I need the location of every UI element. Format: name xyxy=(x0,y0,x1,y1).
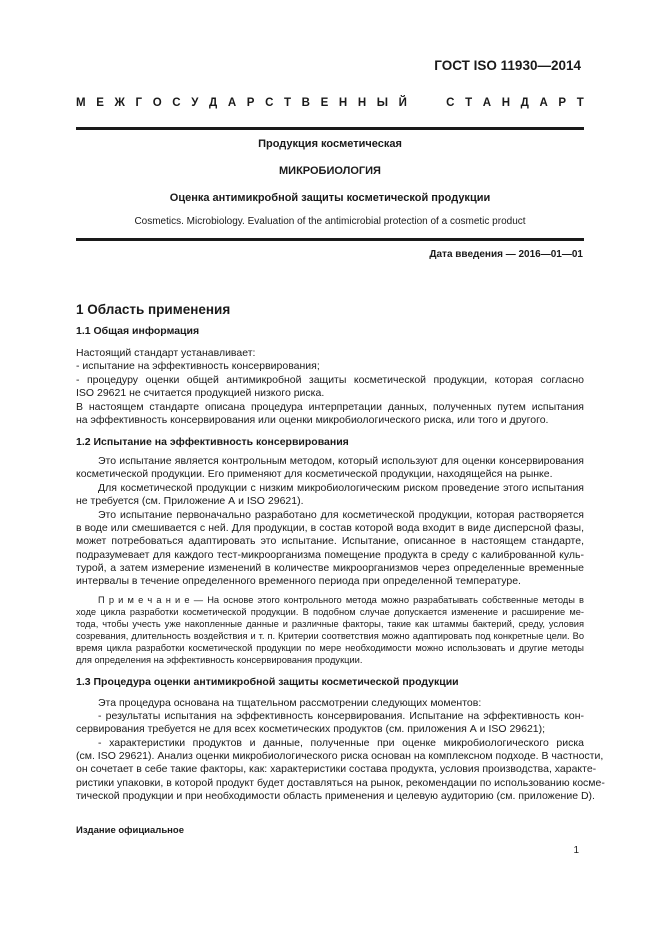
text-line: Это испытание первоначально разработано для косметической продукции, которая растворяется xyxy=(98,509,584,521)
standard-banner xyxy=(76,97,584,109)
banner-letter: Т xyxy=(576,97,584,109)
page-number: 1 xyxy=(573,845,579,856)
banner-letter: С xyxy=(446,97,455,109)
text-line: - результаты испытания на эффективность консервирования. Испытание на эффективность кон- xyxy=(98,710,584,722)
text-line: в воде или смешивается с ней. Для продукции, в состав которой вода входит в виде дисперсной фазы, xyxy=(76,522,584,534)
standard-title-en: Cosmetics. Microbiology. Evaluation of the antimicrobial protection of a cosmetic product xyxy=(134,216,526,227)
text-line: подразумевает для каждого тест-микроорганизма помещение продукта в среду с калиброванной куль- xyxy=(76,549,584,561)
banner-letter: Т xyxy=(284,97,292,109)
field-title: МИКРОБИОЛОГИЯ xyxy=(279,165,381,177)
text-line: ISO 29621 не считается продукцией низкого риска. xyxy=(76,387,325,399)
banner-letter: Н xyxy=(338,97,348,109)
text-line: интервалы в течение определенного временного периода при определенной температуре. xyxy=(76,575,521,587)
banner-letter: У xyxy=(191,97,199,109)
text-line: косметической продукции. Его применяют для косметической продукции, находящейся на рынке. xyxy=(76,468,553,480)
note-line: тода, чтобы учесть уже накопленные данные и различные факторы, такие как штаммы бактерий, среду, условия xyxy=(76,619,584,629)
text-line: может потребоваться адаптировать это испытание. Испытание, описанное в настоящем стандарте, xyxy=(76,535,584,547)
text-line: не требуется (см. Приложение А и ISO 29621). xyxy=(76,495,304,507)
text-line: - процедуру оценки общей антимикробной защиты косметической продукции, которая согласно xyxy=(76,374,584,386)
text-line: тической продукции и при необходимости область применения и целевую аудиторию (см. приложение D). xyxy=(76,790,595,802)
banner-letter: Г xyxy=(135,97,143,109)
banner-letter: Е xyxy=(320,97,329,109)
banner-letter: А xyxy=(539,97,548,109)
banner-letter: А xyxy=(227,97,237,109)
banner-letter: Ы xyxy=(376,97,389,109)
document-code: ГОСТ ISO 11930—2014 xyxy=(434,58,581,73)
note-line: время цикла разработки косметической продукции по мере необходимости можно использовать и другие методы xyxy=(76,643,584,653)
banner-letter: М xyxy=(76,97,86,109)
banner-letter: Д xyxy=(209,97,218,109)
banner-letter: Н xyxy=(501,97,511,109)
note-line: для определения на эффективность консервирования продукции. xyxy=(76,655,363,665)
text-line: турой, а затем измерение изменений в количестве микроорганизмов через определенные временные xyxy=(76,562,584,574)
title-rule xyxy=(76,238,584,241)
banner-letter: Ж xyxy=(114,97,125,109)
subsection-heading: 1.2 Испытание на эффективность консервирования xyxy=(76,436,349,448)
banner-letter: О xyxy=(152,97,162,109)
text-line: - характеристики продуктов и данные, полученные при оценке микробиологического риска xyxy=(98,737,584,749)
banner-letter: Е xyxy=(96,97,104,109)
banner-gap xyxy=(418,97,436,109)
effective-date: Дата введения — 2016—01—01 xyxy=(429,249,583,260)
banner-letter: С xyxy=(172,97,181,109)
section-heading: 1 Область применения xyxy=(76,302,231,317)
text-line: ристики упаковки, в которой продукт будет доставляться на рынок, рекомендации по использованию косме- xyxy=(76,777,605,789)
text-line: он сочетает в себе такие факторы, как: характеристики состава продукта, условия производства, характе- xyxy=(76,763,597,775)
text-line: на эффективность консервирования или оценки микробиологического риска, или того и другого. xyxy=(76,414,549,426)
text-line: Эта процедура основана на тщательном рассмотрении следующих моментов: xyxy=(98,697,482,709)
banner-letter: В xyxy=(301,97,310,109)
banner-letter: Н xyxy=(357,97,367,109)
note-line: созревания, длительность воздействия и т. п. Критерии соответствия можно адаптировать под конкретные цели. Во xyxy=(76,631,584,641)
text-line: В настоящем стандарте описана процедура интерпретации данных, полученных путем испытания xyxy=(76,401,584,413)
banner-letter: Т xyxy=(465,97,473,109)
text-line: (см. ISO 29621). Анализ оценки микробиологического риска основан на комплексном подходе. В частности, xyxy=(76,750,604,762)
text-line: - испытание на эффективность консервирования; xyxy=(76,360,320,372)
banner-letter: Р xyxy=(558,97,567,109)
banner-letter: Й xyxy=(398,97,407,109)
subsection-heading: 1.3 Процедура оценки антимикробной защиты косметической продукции xyxy=(76,676,459,688)
text-line: сервирования требуется не для всех косметических продуктов (см. приложения А и ISO 29621); xyxy=(76,723,546,735)
edition-label: Издание официальное xyxy=(76,825,184,836)
text-line: Настоящий стандарт устанавливает: xyxy=(76,347,256,359)
banner-letter: Р xyxy=(246,97,255,109)
banner-letter: Д xyxy=(520,97,529,109)
top-rule xyxy=(76,127,584,130)
note-line: П р и м е ч а н и е — На основе этого контрольного метода можно разрабатывать собственные методы в xyxy=(98,595,584,605)
subsection-heading: 1.1 Общая информация xyxy=(76,325,200,337)
text-line: Для косметической продукции с низким микробиологическим риском проведение этого испытания xyxy=(98,482,584,494)
product-title: Продукция косметическая xyxy=(258,138,402,150)
text-line: Это испытание является контрольным методом, который используют для оценки консервирования xyxy=(98,455,584,467)
note-line: ходе цикла разработки косметической продукции. В подобном случае допускается изменение и расширение ме- xyxy=(76,607,584,617)
banner-letter: С xyxy=(265,97,274,109)
standard-title-ru: Оценка антимикробной защиты косметической продукции xyxy=(169,192,491,204)
banner-letter: А xyxy=(482,97,492,109)
